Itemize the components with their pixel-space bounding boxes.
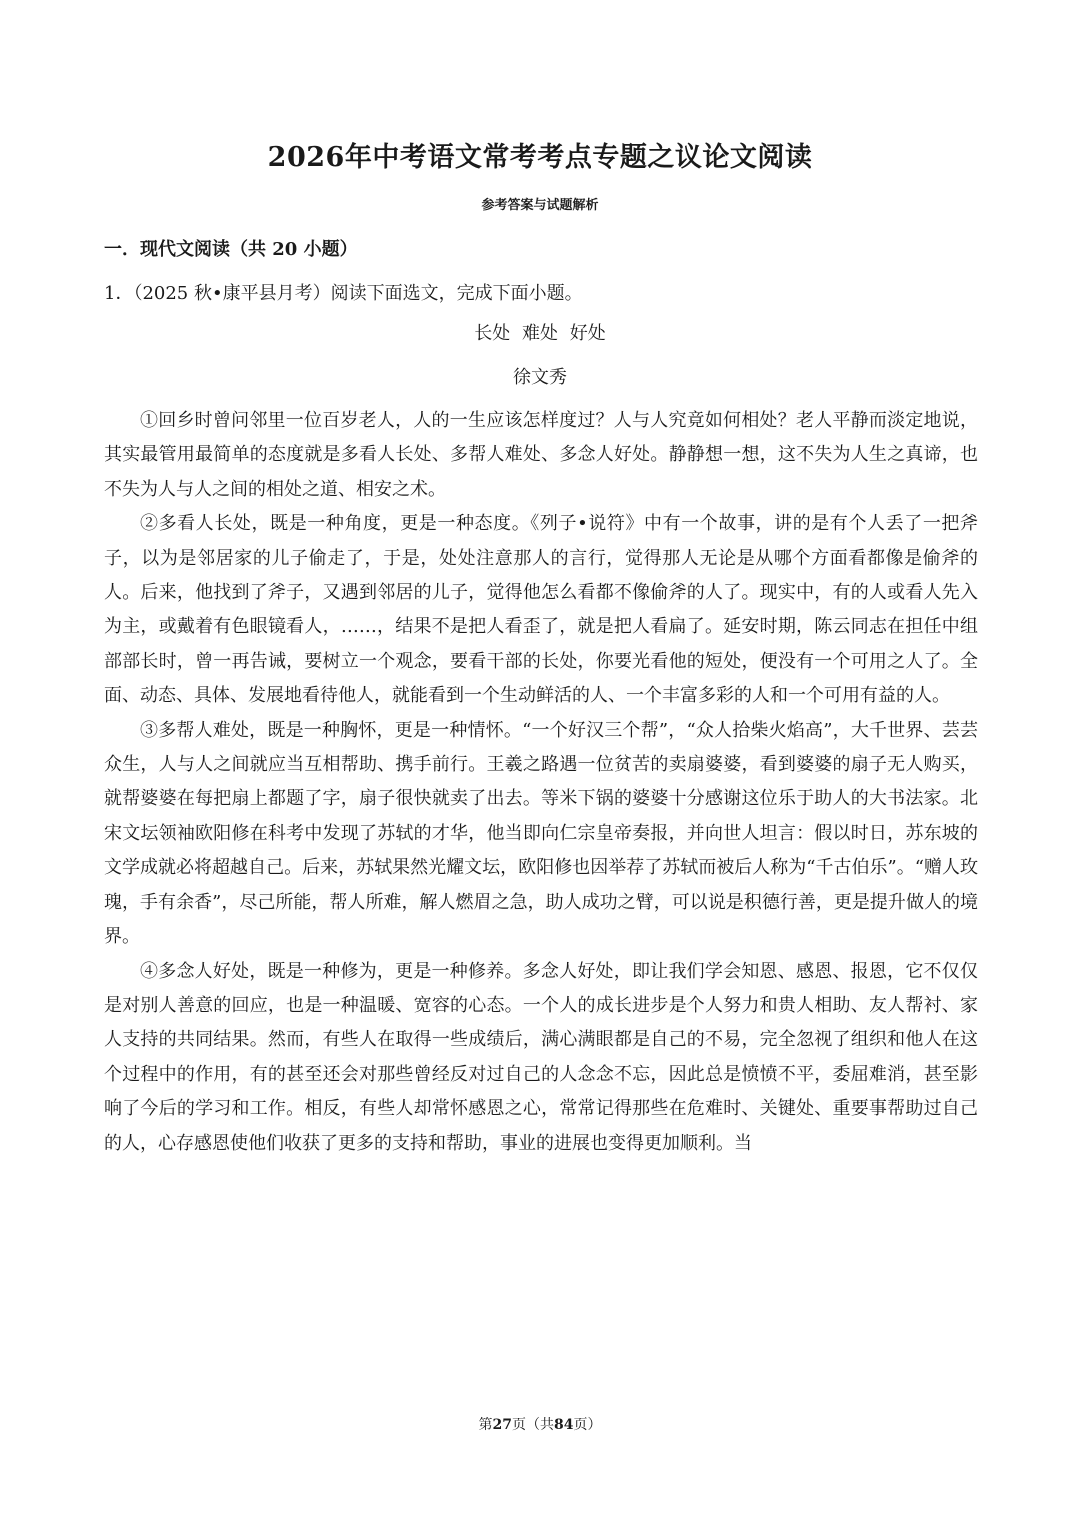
paragraph-1: ①回乡时曾问邻里一位百岁老人，人的一生应该怎样度过？人与人究竟如何相处？老人平静而淡定地说，其实最管用最简单的态度就是多看人长处、多帮人难处、多念人好处。静静想一想，这不失为人生之真谛，也不失为人与人之间的相处之道、相安之术。 [104, 410, 978, 500]
section-heading: 一．现代文阅读（共 20 小题） [104, 239, 358, 260]
paragraph-3: ③多帮人难处，既是一种胸怀，更是一种情怀。“一个好汉三个帮”，“众人拾柴火焰高”，大千世界、芸芸众生，人与人之间就应当互相帮助、携手前行。王羲之路遇一位贫苦的卖扇婆婆，看到婆婆的扇子无人购买，就帮婆婆在每把扇上都题了字，扇子很快就卖了出去。等米下锅的婆婆十分感谢这位乐于助人的大书法家。北宋文坛领袖欧阳修在科考中发现了苏轼的才华，他当即向仁宗皇帝奏报，并向世人坦言：假以时日，苏东坡的文学成就必将超越自己。后来，苏轼果然光耀文坛，欧阳修也因举荐了苏轼而被后人称为“千古伯乐”。“赠人玫瑰，手有余香”，尽己所能，帮人所难，解人燃眉之急，助人成功之臂，可以说是积德行善，更是提升做人的境界。 [104, 719, 978, 948]
essay-title: 长处 难处 好处 [474, 323, 606, 344]
footer-total-pages: 84 [554, 1417, 574, 1433]
footer-middle: 页（共 [512, 1417, 554, 1433]
footer-page-number: 27 [492, 1417, 512, 1433]
footer-prefix: 第 [478, 1417, 493, 1433]
footer-suffix: 页） [573, 1417, 602, 1433]
paragraph-4: ④多念人好处，既是一种修为，更是一种修养。多念人好处，即让我们学会知恩、感恩、报恩，它不仅仅是对别人善意的回应，也是一种温暖、宽容的心态。一个人的成长进步是个人努力和贵人相助、友人帮衬、家人支持的共同结果。然而，有些人在取得一些成绩后，满心满眼都是自己的不易，完全忽视了组织和他人在这个过程中的作用，有的甚至还会对那些曾经反对过自己的人念念不忘，因此总是愤愤不平，委屈难消，甚至影响了今后的学习和工作。相反，有些人却常怀感恩之心，常常记得那些在危难时、关键处、重要事帮助过自己的人，心存感恩使他们收获了更多的支持和帮助，事业的进展也变得更加顺利。当 [104, 960, 978, 1154]
paragraph-2: ②多看人长处，既是一种角度，更是一种态度。《列子•说符》中有一个故事，讲的是有个人丢了一把斧子，以为是邻居家的儿子偷走了，于是，处处注意那人的言行，觉得那人无论是从哪个方面看都像是偷斧的人。后来，他找到了斧子，又遇到邻居的儿子，觉得他怎么看都不像偷斧的人了。现实中，有的人或看人先入为主，或戴着有色眼镜看人，……，结果不是把人看歪了，就是把人看扁了。延安时期，陈云同志在担任中组部部长时，曾一再告诫，要树立一个观念，要看干部的长处，你要光看他的短处，便没有一个可用之人了。全面、动态、具体、发展地看待他人，就能看到一个生动鲜活的人、一个丰富多彩的人和一个可用有益的人。 [104, 513, 978, 707]
question-intro: 1．（2025 秋•康平县月考）阅读下面选文，完成下面小题。 [104, 283, 583, 304]
document-subtitle: 参考答案与试题解析 [481, 198, 599, 213]
document-title: 2026年中考语文常考考点专题之议论文阅读 [267, 142, 813, 173]
essay-body [104, 404, 978, 1161]
page-footer [0, 1414, 1080, 1436]
essay-author: 徐文秀 [513, 367, 567, 388]
